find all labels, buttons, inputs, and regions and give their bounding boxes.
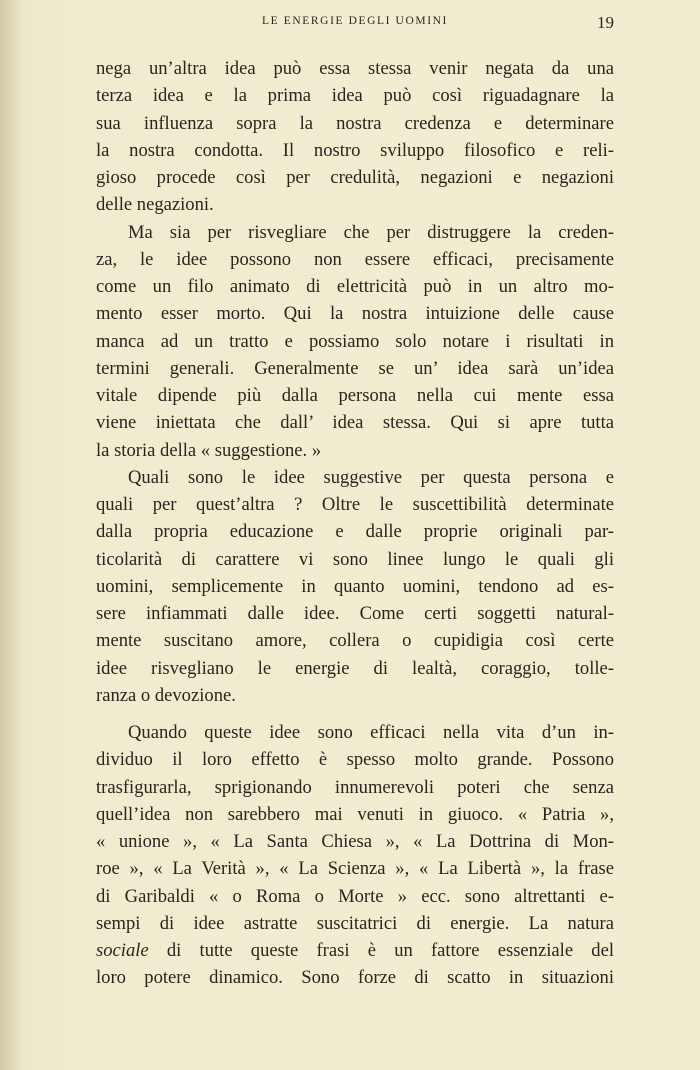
text-line: sua influenza sopra la nostra credenza e determinare — [96, 112, 614, 134]
running-title: LE ENERGIE DEGLI UOMINI — [262, 15, 448, 27]
text-line: mente suscitano amore, collera o cupidigia così certe — [96, 630, 614, 652]
italic-word: sociale — [96, 940, 149, 961]
text-line: come un filo animato di elettricità può in un altro mo- — [96, 276, 614, 297]
text-line: manca ad un tratto e possiamo solo notare i risultati in — [96, 330, 614, 352]
text-line: termini generali. Generalmente se un’ idea sarà un’idea — [96, 357, 614, 379]
text-line: roe », « La Verità », « La Scienza », « La Libertà », la frase — [96, 858, 614, 880]
text-line: idee risvegliano le energie di lealtà, coraggio, tolle- — [96, 657, 614, 679]
text-line: sere infiammati dalle idee. Come certi soggetti natural- — [96, 603, 614, 624]
text-line: dalla propria educazione e dalle proprie originali par- — [96, 521, 614, 543]
line-remainder: di tutte queste frasi è un fattore essenziale del — [166, 940, 614, 961]
text-line: gioso procede così per credulità, negazioni e negazioni — [96, 167, 614, 188]
text-line: Quali sono le idee suggestive per questa persona e — [128, 466, 614, 488]
text-line: la storia della « suggestione. » — [96, 439, 322, 461]
text-line: trasfigurarla, sprigionando innumerevoli poteri che senza — [96, 776, 614, 798]
text-line: mento esser morto. Qui la nostra intuizione delle cause — [96, 303, 614, 325]
text-line: quell’idea non sarebbero mai venuti in giuoco. « Patria », — [96, 803, 614, 825]
text-line: di Garibaldi « o Roma o Morte » ecc. sono altrettanti e- — [96, 885, 614, 907]
text-line: quali per quest’altra ? Oltre le suscettibilità determinate — [96, 494, 614, 515]
text-body — [96, 55, 614, 992]
text-line: viene iniettata che dall’ idea stessa. Qui si apre tutta — [96, 412, 614, 434]
text-line: Ma sia per risvegliare che per distruggere la creden- — [128, 221, 614, 243]
running-head — [96, 13, 614, 35]
text-line: delle negazioni. — [96, 194, 214, 216]
text-line: ranza o devozione. — [96, 684, 236, 706]
text-line: terza idea e la prima idea può così riguadagnare la — [96, 85, 614, 107]
text-line — [96, 937, 614, 964]
text-line: la nostra condotta. Il nostro sviluppo filosofico e reli- — [96, 139, 614, 161]
text-line: vitale dipende più dalla persona nella cui mente essa — [96, 385, 614, 406]
text-line: « unione », « La Santa Chiesa », « La Dottrina di Mon- — [96, 831, 614, 852]
text-line: loro potere dinamico. Sono forze di scatto in situazioni — [96, 967, 614, 989]
text-line: Quando queste idee sono efficaci nella vita d’un in- — [128, 722, 614, 743]
text-line: ticolarità di carattere vi sono linee lungo le quali gli — [96, 548, 614, 570]
text-line: nega un’altra idea può essa stessa venir negata da una — [96, 58, 614, 79]
text-line: za, le idee possono non essere efficaci, precisamente — [96, 248, 614, 270]
page-gutter-shadow — [0, 0, 22, 1070]
page-number: 19 — [597, 13, 614, 32]
text-line: uomini, semplicemente in quanto uomini, tendono ad es- — [96, 575, 614, 597]
text-line: sempi di idee astratte suscitatrici di energie. La natura — [96, 912, 614, 934]
text-line: dividuo il loro effetto è spesso molto grande. Possono — [96, 749, 614, 771]
